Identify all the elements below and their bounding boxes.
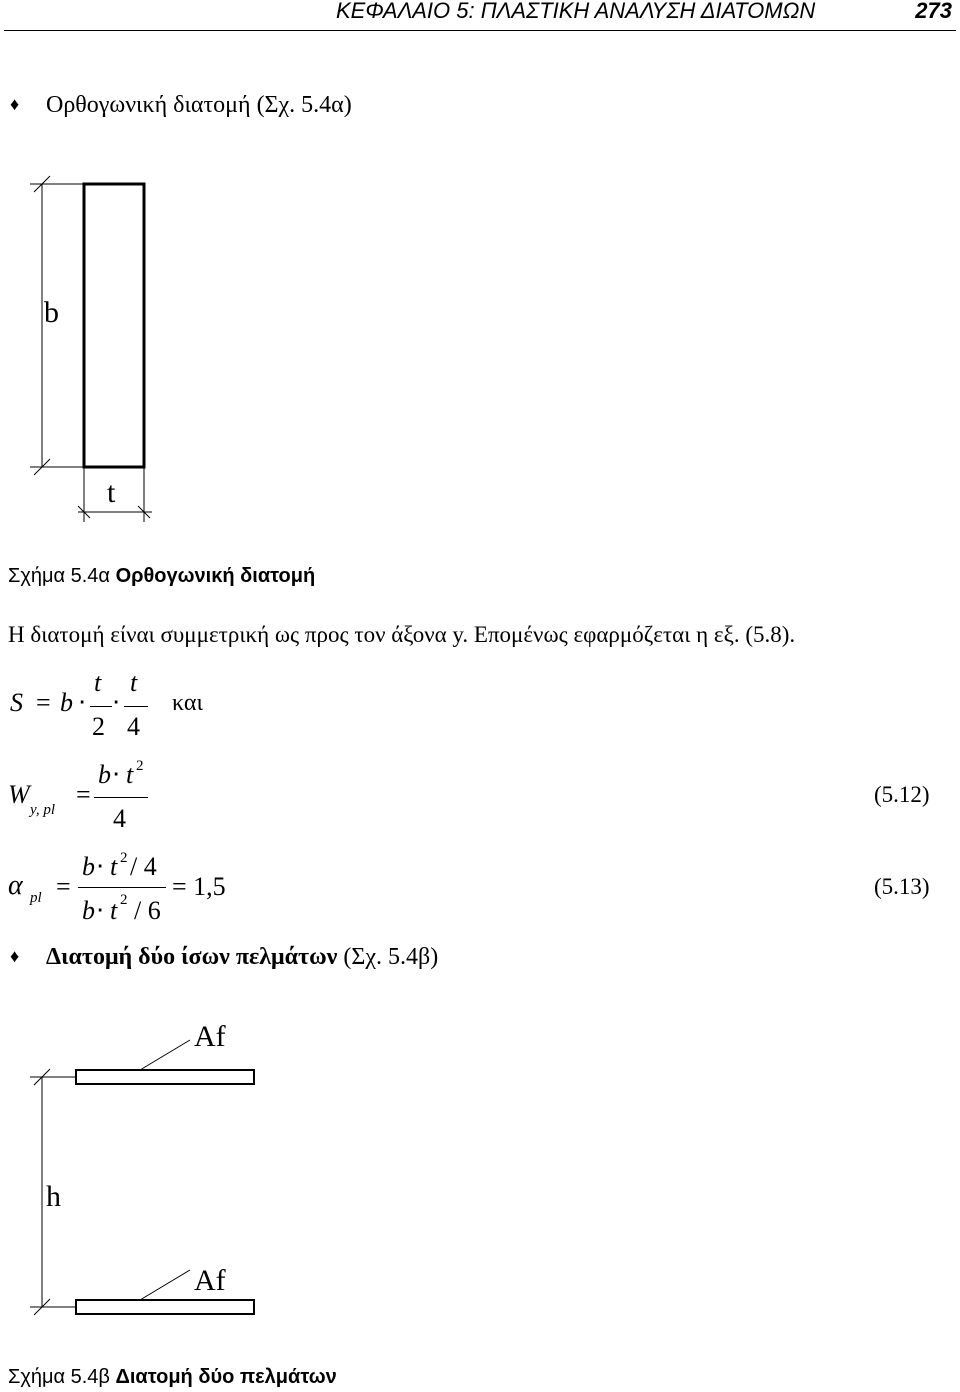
flange-area-label-top: Af [194, 1020, 226, 1053]
section-title: Διατομή δύο ίσων πελμάτων [46, 944, 338, 970]
dot-operator: ⋅ [112, 760, 121, 789]
symbol-S: S [10, 688, 23, 717]
diamond-bullet-icon: ♦ [10, 94, 20, 114]
caption-title: Ορθογωνική διατομή [115, 565, 316, 587]
divide-by-6: / 6 [134, 896, 161, 925]
dot-operator: ⋅ [96, 852, 105, 881]
result-value: = 1,5 [172, 872, 226, 901]
caption-number: Σχήμα 5.4α [8, 565, 110, 587]
dot-operator: ⋅ [78, 688, 87, 717]
equals-sign: = [36, 688, 51, 717]
denominator-2: 2 [92, 712, 105, 741]
section-ref: (Σχ. 5.4α) [256, 92, 352, 118]
dot-operator: ⋅ [112, 688, 121, 717]
superscript-2: 2 [120, 892, 128, 908]
equation-number-5-13: (5.13) [874, 874, 930, 899]
diamond-bullet-icon: ♦ [10, 946, 20, 966]
section-title: Ορθογωνική διατομή [46, 92, 251, 118]
section-ref: (Σχ. 5.4β) [343, 944, 439, 970]
symbol-alpha: α [8, 870, 23, 901]
superscript-2: 2 [136, 758, 144, 774]
flange-area-label-bottom: Af [194, 1264, 226, 1297]
numerator-t: t [126, 760, 134, 789]
dot-operator: ⋅ [96, 896, 105, 925]
subscript-pl: pl [30, 890, 42, 906]
subscript-y-pl: y, pl [30, 802, 55, 818]
dimension-label-b: b [44, 296, 59, 329]
top-flange [76, 1070, 254, 1084]
numerator-t: t [110, 852, 118, 881]
figure-caption-b [8, 1366, 337, 1389]
denominator-4: 4 [127, 712, 140, 741]
page-number: 273 [915, 0, 952, 23]
dimension-label-t: t [107, 476, 116, 509]
leader-line-bottom [140, 1270, 190, 1300]
denominator-4: 4 [113, 804, 126, 833]
dimension-label-h: h [46, 1180, 61, 1213]
caption-title: Διατομή δύο πελμάτων [115, 1366, 337, 1388]
running-header: ΚΕΦΑΛΑΙΟ 5: ΠΛΑΣΤΙΚΗ ΑΝΑΛΥΣΗ ΔΙΑΤΟΜΩΝ [336, 0, 816, 23]
denominator-b: b [82, 896, 95, 925]
body-paragraph: Η διατομή είναι συμμετρική ως προς τον άξονα y. Επομένως εφαρμόζεται η εξ. (5.8). [8, 622, 796, 647]
symbol-W: W [8, 780, 30, 809]
equation-number-5-12: (5.12) [874, 782, 930, 807]
denominator-t: t [110, 896, 118, 925]
bottom-flange [76, 1300, 254, 1314]
conjunction-kai: και [172, 690, 203, 716]
numerator-t: t [94, 668, 102, 697]
superscript-2: 2 [120, 850, 128, 866]
equals-sign: = [76, 780, 91, 809]
numerator-b: b [82, 852, 95, 881]
leader-line-top [140, 1040, 190, 1070]
equals-sign: = [56, 872, 71, 901]
numerator-b: b [98, 760, 111, 789]
divide-by-4: / 4 [130, 852, 157, 881]
numerator-t: t [130, 668, 138, 697]
symbol-b: b [60, 688, 73, 717]
caption-number: Σχήμα 5.4β [8, 1366, 110, 1388]
